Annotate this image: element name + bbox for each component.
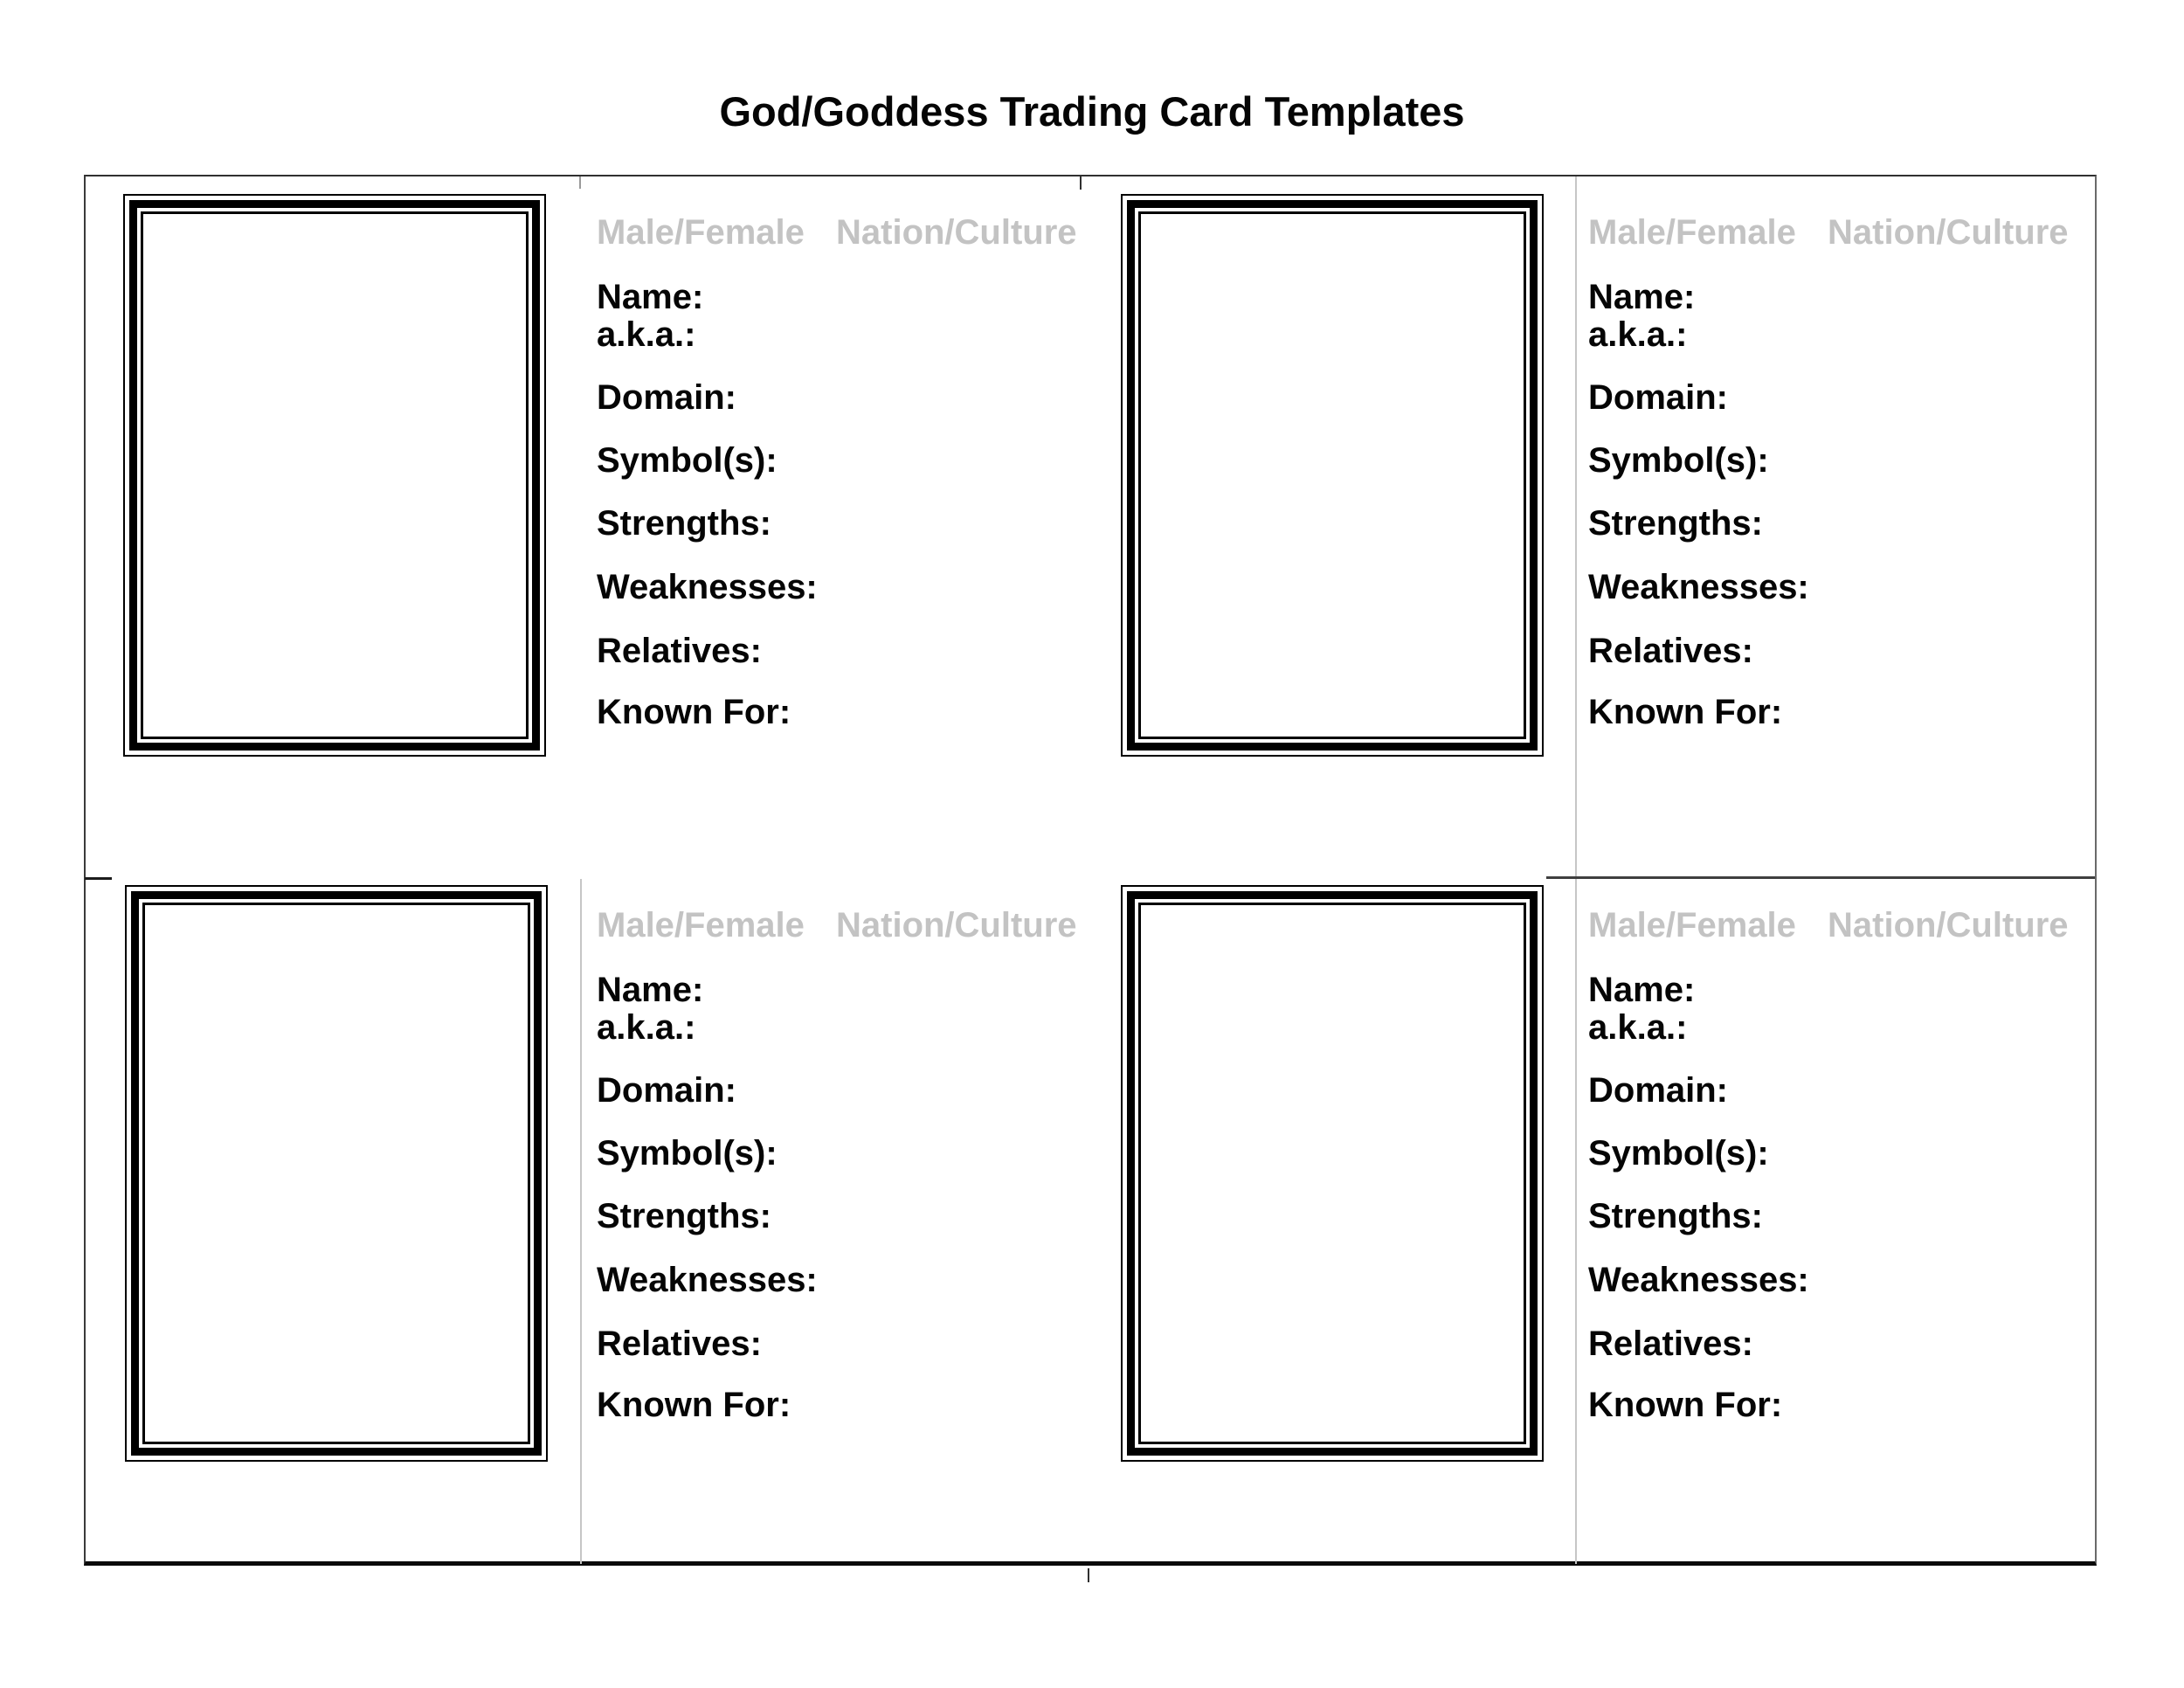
culture-label: Nation/Culture [836,213,1077,252]
photo-frame-middle-border [129,200,540,751]
photo-frame [123,194,546,757]
field-label-known-for: Known For: [1588,1386,1783,1424]
fold-line-left-column-row2 [580,879,582,1564]
field-label-domain: Domain: [597,1071,736,1110]
field-label-relatives: Relatives: [597,632,762,670]
field-label-symbols: Symbol(s): [597,1134,778,1173]
field-label-aka: a.k.a.: [1588,315,1688,354]
gender-label: Male/Female [597,906,805,944]
field-label-strengths: Strengths: [597,504,771,543]
photo-frame [1121,194,1544,757]
culture-label: Nation/Culture [1828,213,2069,252]
field-label-domain: Domain: [597,378,736,417]
culture-label: Nation/Culture [836,906,1077,944]
photo-frame-picture-area [1138,211,1526,739]
field-label-known-for: Known For: [1588,693,1783,731]
cut-mark-left-middle [85,877,112,880]
photo-frame [1121,885,1544,1462]
card-label-panel [597,874,1086,1555]
field-label-relatives: Relatives: [597,1325,762,1363]
field-label-aka: a.k.a.: [1588,1008,1688,1047]
gender-label: Male/Female [597,213,805,252]
cut-mark-bottom-center [1088,1568,1089,1582]
field-label-strengths: Strengths: [1588,1197,1763,1235]
card-label-panel [1588,874,2077,1555]
field-label-name: Name: [1588,278,1696,316]
gender-label: Male/Female [1588,213,1796,252]
field-label-name: Name: [597,971,704,1009]
field-label-aka: a.k.a.: [597,315,696,354]
field-label-name: Name: [597,278,704,316]
field-label-weaknesses: Weaknesses: [1588,568,1809,606]
photo-frame-middle-border [1127,200,1538,751]
field-label-relatives: Relatives: [1588,1325,1753,1363]
field-label-symbols: Symbol(s): [1588,441,1769,480]
field-label-weaknesses: Weaknesses: [597,568,818,606]
field-label-symbols: Symbol(s): [1588,1134,1769,1173]
fold-mark-top-left-card [579,176,581,189]
culture-label: Nation/Culture [1828,906,2069,944]
photo-frame-middle-border [1127,891,1538,1456]
field-label-domain: Domain: [1588,1071,1728,1110]
field-label-name: Name: [1588,971,1696,1009]
field-label-strengths: Strengths: [597,1197,771,1235]
photo-frame-middle-border [131,891,542,1456]
photo-frame-picture-area [141,211,529,739]
field-label-weaknesses: Weaknesses: [597,1261,818,1299]
field-label-relatives: Relatives: [1588,632,1753,670]
photo-frame-picture-area [1138,903,1526,1444]
photo-frame-picture-area [142,903,530,1444]
fold-line-right-column [1575,176,1577,1564]
photo-frame [125,885,548,1462]
gender-label: Male/Female [1588,906,1796,944]
card-label-panel [597,181,1086,862]
field-label-weaknesses: Weaknesses: [1588,1261,1809,1299]
field-label-known-for: Known For: [597,1386,791,1424]
field-label-known-for: Known For: [597,693,791,731]
field-label-aka: a.k.a.: [597,1008,696,1047]
field-label-strengths: Strengths: [1588,504,1763,543]
card-label-panel [1588,181,2077,862]
field-label-symbols: Symbol(s): [597,441,778,480]
field-label-domain: Domain: [1588,378,1728,417]
page-title: God/Goddess Trading Card Templates [719,88,1465,135]
